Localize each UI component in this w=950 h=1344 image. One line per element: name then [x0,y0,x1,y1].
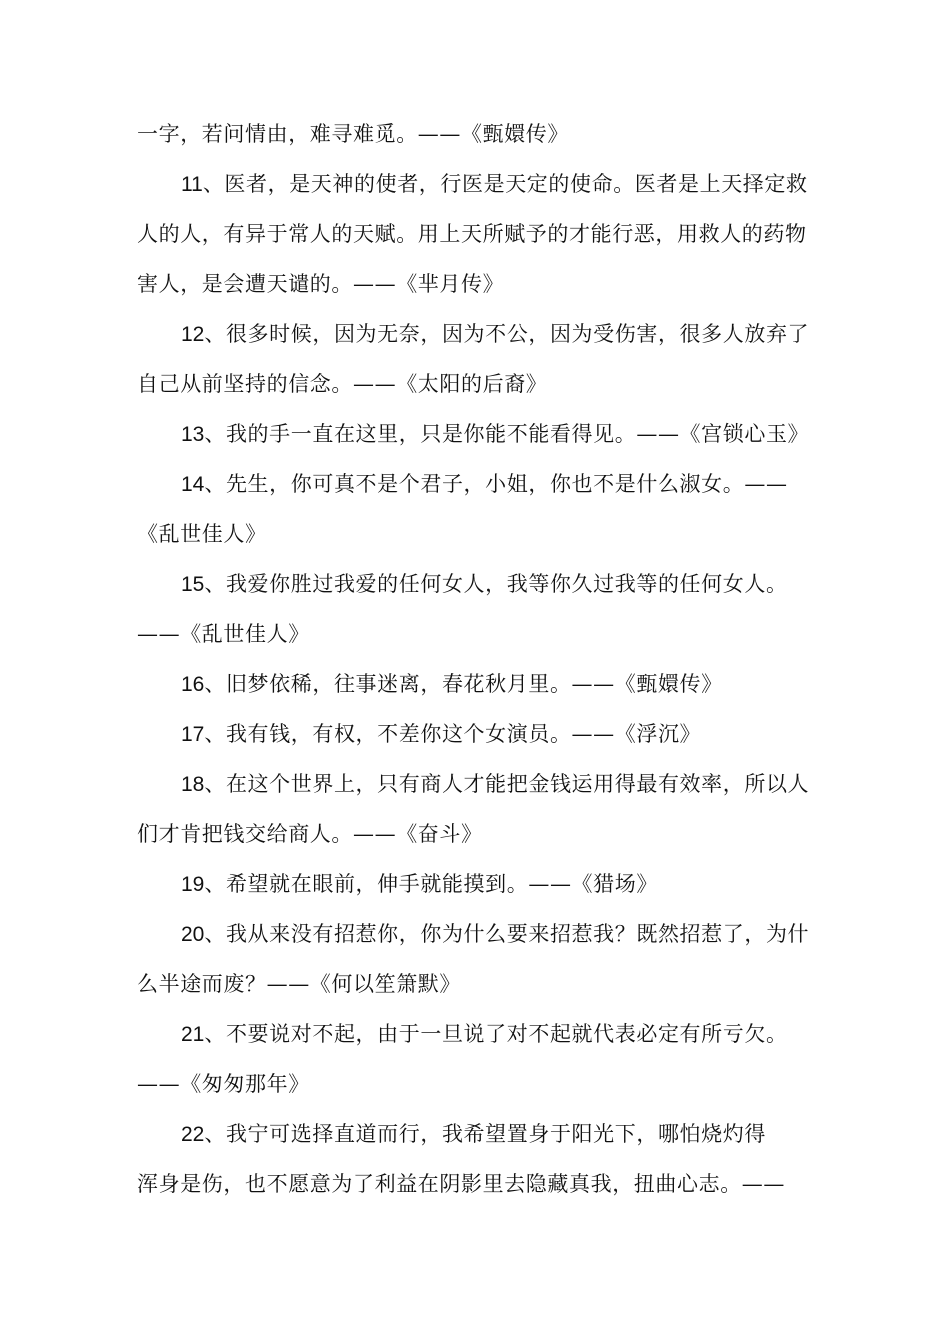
quote-14-line-1: 14、先生，你可真不是个君子，小姐，你也不是什么淑女。—— [181,472,788,496]
item-number: 18 [181,773,205,796]
text-line: 自己从前坚持的信念。——《太阳的后裔》 [137,372,548,396]
item-number: 14 [181,473,205,496]
item-number: 11 [181,173,203,196]
quote-15-line-1: 15、我爱你胜过我爱的任何女人，我等你久过我等的任何女人。 [181,572,788,596]
item-number: 22 [181,1123,205,1146]
text-line: ——《匆匆那年》 [137,1072,310,1096]
text-line: 一字，若问情由，难寻难觅。——《甄嬛传》 [137,122,569,146]
quote-13-line-1: 13、我的手一直在这里，只是你能不能看得见。——《宫锁心玉》 [181,422,810,446]
quote-17-line-1: 17、我有钱，有权，不差你这个女演员。——《浮沉》 [181,722,702,746]
item-number: 17 [181,723,205,746]
text-line: 们才肯把钱交给商人。——《奋斗》 [137,822,483,846]
text-line: 《乱世佳人》 [137,522,267,546]
quote-22-line-1: 22、我宁可选择直道而行，我希望置身于阳光下，哪怕烧灼得 [181,1122,766,1146]
quote-16-line-1: 16、旧梦依稀，往事迷离，春花秋月里。——《甄嬛传》 [181,672,723,696]
quote-18-line-1: 18、在这个世界上，只有商人才能把金钱运用得最有效率，所以人 [181,772,810,796]
item-number: 19 [181,873,205,896]
quote-11-line-1: 11、医者，是天神的使者，行医是天定的使命。医者是上天择定救 [181,172,808,196]
text-line: 人的人，有异于常人的天赋。用上天所赋予的才能行恶，用救人的药物 [137,222,807,246]
item-number: 15 [181,573,205,596]
text-line: 么半途而废？——《何以笙箫默》 [137,972,461,996]
text-line: ——《乱世佳人》 [137,622,310,646]
text-line: 害人，是会遭天谴的。——《芈月传》 [137,272,505,296]
item-number: 20 [181,923,205,946]
item-number: 16 [181,673,205,696]
item-number: 21 [181,1023,205,1046]
quote-12-line-1: 12、很多时候，因为无奈，因为不公，因为受伤害，很多人放弃了 [181,322,810,346]
item-number: 12 [181,323,205,346]
text-line: 浑身是伤，也不愿意为了利益在阴影里去隐藏真我，扭曲心志。—— [137,1172,785,1196]
quote-19-line-1: 19、希望就在眼前，伸手就能摸到。——《猎场》 [181,872,658,896]
quote-20-line-1: 20、我从来没有招惹你，你为什么要来招惹我？既然招惹了，为什 [181,922,810,946]
item-number: 13 [181,423,205,446]
quote-21-line-1: 21、不要说对不起，由于一旦说了对不起就代表必定有所亏欠。 [181,1022,788,1046]
